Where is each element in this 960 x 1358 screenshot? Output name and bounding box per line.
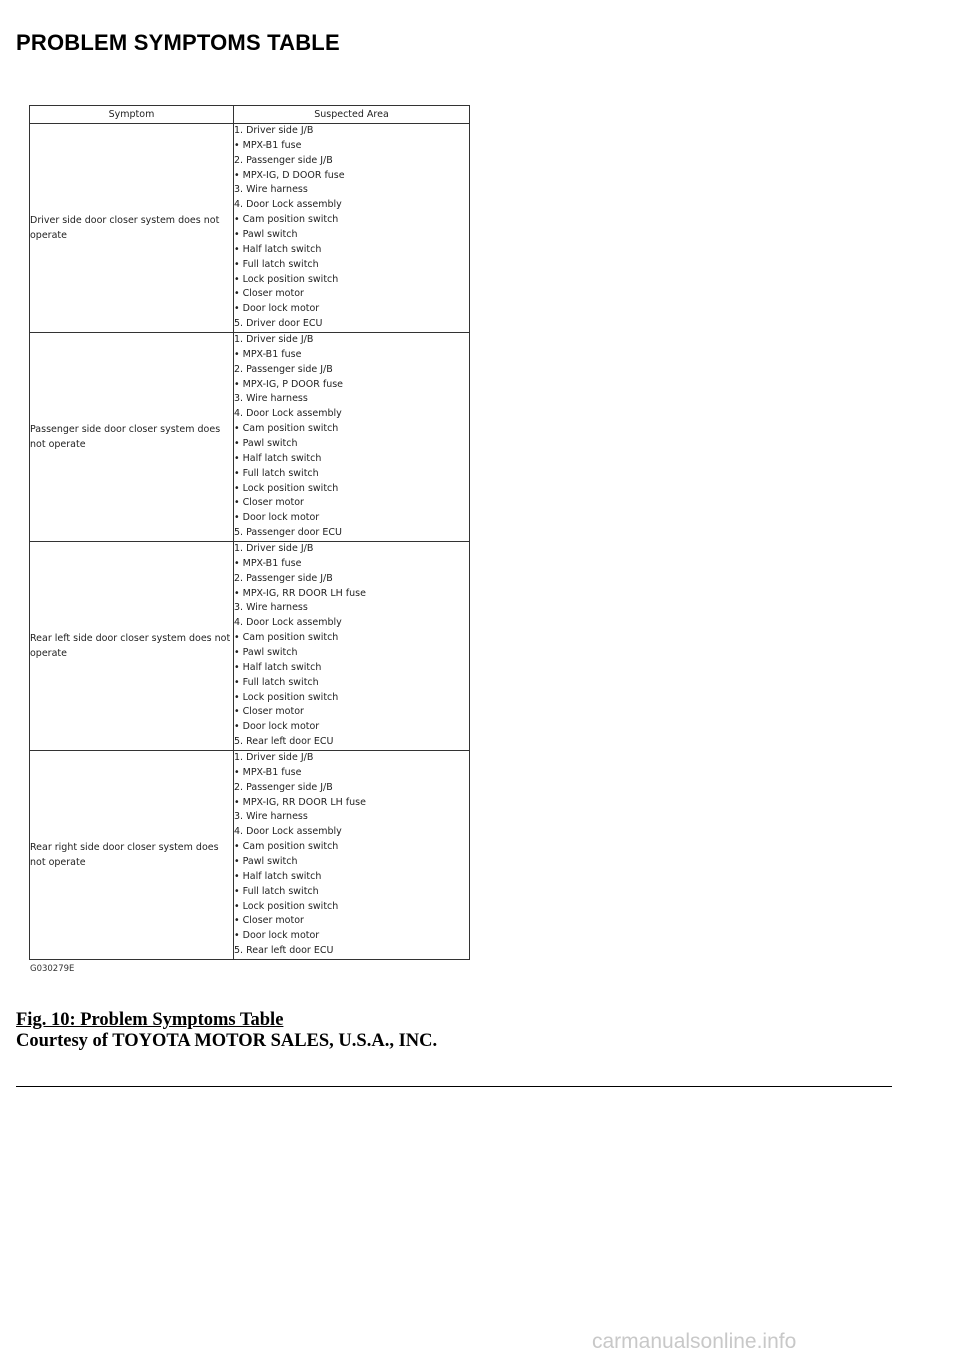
list-item: • Cam position switch (234, 214, 339, 226)
list-item: 5. Rear left door ECU (234, 945, 334, 957)
list-item: • MPX-IG, RR DOOR LH fuse (234, 796, 366, 808)
list-item: • Pawl switch (234, 229, 298, 240)
table-row (30, 542, 470, 751)
problem-symptoms-figure (29, 105, 469, 974)
list-item: • Closer motor (234, 288, 304, 300)
list-item: 4. Door Lock assembly (234, 617, 342, 629)
list-item: 1. Driver side J/B (234, 543, 314, 555)
list-item: • Lock position switch (234, 900, 339, 912)
list-item: • Half latch switch (234, 243, 322, 255)
list-item: • MPX-B1 fuse (234, 557, 302, 569)
list-item: • Closer motor (234, 915, 304, 927)
list-item: • Full latch switch (234, 258, 319, 270)
list-item: • Closer motor (234, 497, 304, 509)
list-item: • Door lock motor (234, 512, 320, 524)
list-item: • Door lock motor (234, 303, 320, 315)
divider (16, 1086, 892, 1087)
list-item: • Door lock motor (234, 930, 320, 942)
suspected-area-list (234, 542, 469, 750)
list-item: • Pawl switch (234, 856, 298, 867)
figure-caption-link[interactable]: Fig. 10: Problem Symptoms Table (16, 1010, 284, 1030)
suspected-area-list (234, 751, 469, 959)
list-item: 3. Wire harness (234, 184, 308, 196)
list-item: 3. Wire harness (234, 602, 308, 614)
problem-symptoms-table (29, 105, 470, 960)
list-item: • MPX-IG, P DOOR fuse (234, 378, 344, 390)
list-item: 5. Rear left door ECU (234, 736, 334, 748)
list-item: 1. Driver side J/B (234, 334, 314, 346)
list-item: 3. Wire harness (234, 811, 308, 823)
list-item: • MPX-IG, RR DOOR LH fuse (234, 587, 366, 599)
suspected-area-list (234, 124, 469, 332)
list-item: 2. Passenger side J/B (234, 572, 333, 584)
list-item: • Lock position switch (234, 482, 339, 494)
list-item: • MPX-B1 fuse (234, 766, 302, 778)
list-item: • Pawl switch (234, 647, 298, 658)
suspected-area-cell (234, 333, 470, 542)
list-item: • Lock position switch (234, 273, 339, 285)
suspected-area-cell (234, 751, 470, 960)
table-row (30, 751, 470, 960)
list-item: 5. Passenger door ECU (234, 527, 342, 539)
list-item: 2. Passenger side J/B (234, 363, 333, 375)
list-item: • Full latch switch (234, 676, 319, 688)
table-header-row (30, 106, 470, 124)
table-row (30, 124, 470, 333)
suspected-area-list (234, 333, 469, 541)
list-item: 2. Passenger side J/B (234, 781, 333, 793)
list-item: • Pawl switch (234, 438, 298, 449)
list-item: 3. Wire harness (234, 393, 308, 405)
list-item: • Cam position switch (234, 423, 339, 435)
symptom-cell: Driver side door closer system does not operate (30, 124, 234, 333)
list-item: • Cam position switch (234, 632, 339, 644)
list-item: • Full latch switch (234, 885, 319, 897)
list-item: 4. Door Lock assembly (234, 199, 342, 211)
suspected-area-cell (234, 542, 470, 751)
header-suspected-area: Suspected Area (234, 106, 470, 124)
symptom-cell: Rear right side door closer system does not operate (30, 751, 234, 960)
list-item: • Closer motor (234, 706, 304, 718)
list-item: • MPX-B1 fuse (234, 139, 302, 151)
list-item: 1. Driver side J/B (234, 125, 314, 137)
list-item: • MPX-IG, D DOOR fuse (234, 169, 345, 181)
courtesy-line: Courtesy of TOYOTA MOTOR SALES, U.S.A., INC. (16, 1031, 438, 1051)
list-item: • MPX-B1 fuse (234, 348, 302, 360)
list-item: 2. Passenger side J/B (234, 154, 333, 166)
list-item: 1. Driver side J/B (234, 752, 314, 764)
list-item: • Lock position switch (234, 691, 339, 703)
symptom-cell: Passenger side door closer system does not operate (30, 333, 234, 542)
figure-caption (16, 1010, 437, 1052)
list-item: 4. Door Lock assembly (234, 408, 342, 420)
list-item: • Half latch switch (234, 661, 322, 673)
list-item: • Half latch switch (234, 870, 322, 882)
suspected-area-cell (234, 124, 470, 333)
header-symptom: Symptom (30, 106, 234, 124)
page-title: PROBLEM SYMPTOMS TABLE (16, 30, 340, 55)
symptom-cell: Rear left side door closer system does not operate (30, 542, 234, 751)
figure-code: G030279E (30, 964, 75, 974)
table-row (30, 333, 470, 542)
list-item: 5. Driver door ECU (234, 318, 323, 330)
list-item: • Door lock motor (234, 721, 320, 733)
list-item: • Half latch switch (234, 452, 322, 464)
watermark: carmanualsonline.info (592, 1330, 797, 1353)
list-item: • Cam position switch (234, 841, 339, 853)
list-item: • Full latch switch (234, 467, 319, 479)
list-item: 4. Door Lock assembly (234, 826, 342, 838)
